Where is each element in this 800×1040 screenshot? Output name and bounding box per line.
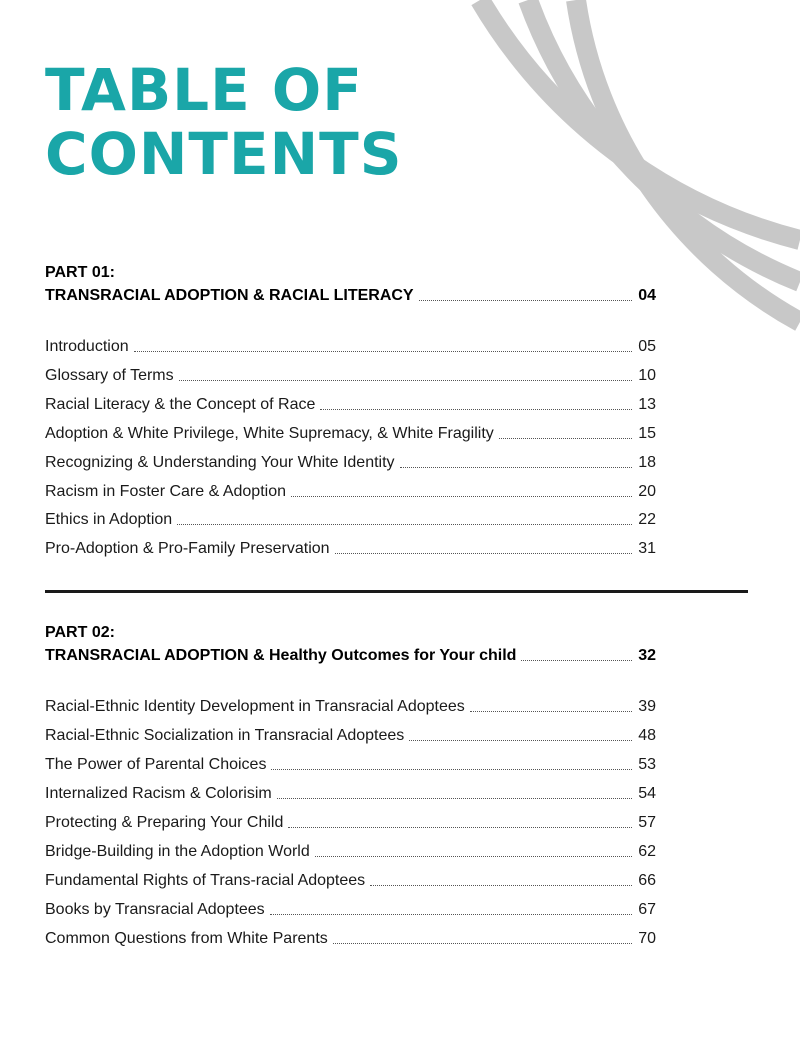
- dot-leader: [277, 798, 632, 799]
- title-line-2: CONTENTS: [45, 120, 403, 188]
- toc-entry-label: Common Questions from White Parents: [45, 930, 328, 947]
- arc-outer: [576, 0, 800, 322]
- toc-page-number: 32: [638, 647, 656, 664]
- dot-leader: [400, 467, 632, 468]
- toc-page-number: 18: [638, 454, 656, 471]
- part-1-label: PART 01:: [45, 264, 115, 281]
- toc-entry[interactable]: [45, 896, 656, 920]
- toc-page-number: 15: [638, 425, 656, 442]
- dot-leader: [270, 914, 632, 915]
- toc-page-number: 48: [638, 727, 656, 744]
- section-divider: [45, 590, 748, 593]
- toc-page-number: 04: [638, 287, 656, 304]
- page-title: [45, 58, 402, 186]
- dot-leader: [134, 351, 632, 352]
- part-1-heading[interactable]: [45, 282, 656, 306]
- toc-entry-label: Bridge-Building in the Adoption World: [45, 843, 310, 860]
- part-2-label: PART 02:: [45, 624, 115, 641]
- toc-entry[interactable]: [45, 780, 656, 804]
- dot-leader: [335, 553, 632, 554]
- dot-leader: [177, 524, 632, 525]
- toc-entry-label: Internalized Racism & Colorisim: [45, 785, 272, 802]
- toc-entry[interactable]: [45, 838, 656, 862]
- toc-page-number: 10: [638, 367, 656, 384]
- toc-entry[interactable]: [45, 722, 656, 746]
- toc-heading-label: TRANSRACIAL ADOPTION & RACIAL LITERACY: [45, 287, 414, 304]
- toc-entry-label: Introduction: [45, 338, 129, 355]
- dot-leader: [370, 885, 632, 886]
- toc-entry[interactable]: [45, 449, 656, 473]
- toc-entry[interactable]: [45, 391, 656, 415]
- dot-leader: [470, 711, 632, 712]
- dot-leader: [419, 300, 632, 301]
- toc-entry-label: Racial Literacy & the Concept of Race: [45, 396, 316, 413]
- toc-entry[interactable]: [45, 867, 656, 891]
- toc-entry[interactable]: [45, 362, 656, 386]
- toc-entry-label: Pro-Adoption & Pro-Family Preservation: [45, 540, 330, 557]
- toc-entry[interactable]: [45, 333, 656, 357]
- toc-entry-label: Racism in Foster Care & Adoption: [45, 483, 286, 500]
- toc-entry-label: The Power of Parental Choices: [45, 756, 267, 773]
- dot-leader: [315, 856, 632, 857]
- toc-entry-label: Books by Transracial Adoptees: [45, 901, 265, 918]
- toc-entry[interactable]: [45, 420, 656, 444]
- dot-leader: [271, 769, 632, 770]
- toc-page-number: 62: [638, 843, 656, 860]
- toc-page-number: 57: [638, 814, 656, 831]
- arc-middle: [528, 0, 800, 282]
- toc-entry-label: Fundamental Rights of Trans-racial Adoptees: [45, 872, 366, 889]
- toc-entry-label: Adoption & White Privilege, White Supremacy, & White Fragility: [45, 425, 494, 442]
- toc-page-number: 31: [638, 540, 656, 557]
- dot-leader: [521, 660, 632, 661]
- toc-entry-label: Protecting & Preparing Your Child: [45, 814, 284, 831]
- dot-leader: [333, 943, 632, 944]
- toc-page-number: 54: [638, 785, 656, 802]
- arc-inner: [480, 0, 800, 240]
- toc-entry[interactable]: [45, 809, 656, 833]
- toc-entry-label: Racial-Ethnic Identity Development in Transracial Adoptees: [45, 698, 465, 715]
- toc-page-number: 66: [638, 872, 656, 889]
- toc-page-number: 22: [638, 511, 656, 528]
- toc-page-number: 67: [638, 901, 656, 918]
- toc-entry-label: Recognizing & Understanding Your White Identity: [45, 454, 395, 471]
- dot-leader: [320, 409, 632, 410]
- toc-entry-label: Glossary of Terms: [45, 367, 174, 384]
- toc-entry-label: Ethics in Adoption: [45, 511, 173, 528]
- toc-page-number: 70: [638, 930, 656, 947]
- toc-entry-label: Racial-Ethnic Socialization in Transracial Adoptees: [45, 727, 405, 744]
- toc-page-number: 39: [638, 698, 656, 715]
- dot-leader: [179, 380, 632, 381]
- toc-page-number: 13: [638, 396, 656, 413]
- toc-entry[interactable]: [45, 751, 656, 775]
- title-line-1: TABLE OF: [45, 56, 363, 124]
- toc-entry[interactable]: [45, 478, 656, 502]
- toc-entry[interactable]: [45, 506, 656, 530]
- dot-leader: [291, 496, 632, 497]
- toc-entry[interactable]: [45, 925, 656, 949]
- part-2-heading[interactable]: [45, 642, 656, 666]
- toc-entry[interactable]: [45, 693, 656, 717]
- dot-leader: [499, 438, 632, 439]
- toc-page-number: 20: [638, 483, 656, 500]
- toc-page-number: 05: [638, 338, 656, 355]
- dot-leader: [288, 827, 632, 828]
- toc-page-number: 53: [638, 756, 656, 773]
- dot-leader: [409, 740, 632, 741]
- toc-entry[interactable]: [45, 535, 656, 559]
- toc-heading-label: TRANSRACIAL ADOPTION & Healthy Outcomes for Your child: [45, 647, 517, 664]
